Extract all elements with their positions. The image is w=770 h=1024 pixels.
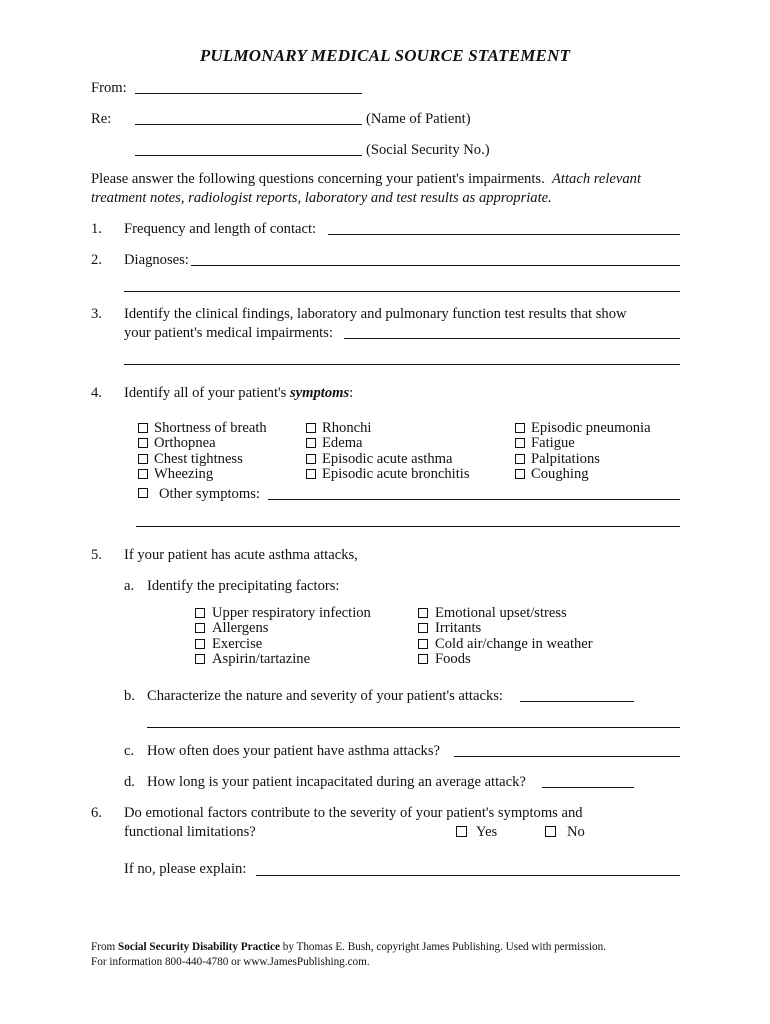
re-label: Re: (91, 111, 112, 127)
label-fatigue: Fatigue (531, 435, 575, 451)
q3-text-line-2: your patient's medical impairments: (124, 325, 333, 341)
q5c-text: How often does your patient have asthma attacks? (147, 743, 440, 759)
q6-explain-label: If no, please explain: (124, 861, 247, 877)
label-episodic-pneumonia: Episodic pneumonia (531, 420, 651, 436)
label-cold-air-change-in-weather: Cold air/change in weather (435, 636, 593, 652)
q5b-label: b. (124, 688, 135, 704)
label-emotional-upset-stress: Emotional upset/stress (435, 605, 567, 621)
checkbox-allergens[interactable] (195, 623, 205, 633)
checkbox-palpitations[interactable] (515, 454, 525, 464)
checkbox-foods[interactable] (418, 654, 428, 664)
label-irritants: Irritants (435, 620, 482, 636)
checkbox-cold-air-change-in-weather[interactable] (418, 639, 428, 649)
footer-from: From (91, 941, 119, 953)
checkbox-chest-tightness[interactable] (138, 454, 148, 464)
from-field[interactable] (135, 93, 362, 94)
q5d-label: d. (124, 774, 135, 790)
q5b-field-line-1[interactable] (520, 701, 634, 702)
label-aspirin-tartazine: Aspirin/tartazine (212, 651, 311, 667)
label-foods: Foods (435, 651, 471, 667)
checkbox-coughing[interactable] (515, 469, 525, 479)
q3-number: 3. (91, 306, 102, 322)
label-upper-respiratory-infection: Upper respiratory infection (212, 605, 371, 621)
intro-paragraph (91, 170, 691, 208)
checkbox-other-symptoms[interactable] (138, 488, 148, 498)
checkbox-yes[interactable] (456, 826, 467, 837)
intro-plain: Please answer the following questions concerning your patient's impairments. (91, 171, 545, 187)
checkbox-wheezing[interactable] (138, 469, 148, 479)
q6-number: 6. (91, 805, 102, 821)
checkbox-episodic-acute-asthma[interactable] (306, 454, 316, 464)
label-other-symptoms: Other symptoms: (159, 486, 260, 502)
q4-number: 4. (91, 385, 102, 401)
label-rhonchi: Rhonchi (322, 420, 372, 436)
document-title: PULMONARY MEDICAL SOURCE STATEMENT (199, 46, 571, 65)
q4-text-after: : (349, 385, 354, 401)
q3-field-line-1[interactable] (344, 338, 680, 339)
q2-field-line-2[interactable] (124, 291, 680, 292)
q3-field-line-2[interactable] (124, 364, 680, 365)
footer-credit (91, 940, 606, 970)
label-palpitations: Palpitations (531, 451, 600, 467)
checkbox-aspirin-tartazine[interactable] (195, 654, 205, 664)
q2-number: 2. (91, 252, 102, 268)
q5d-text: How long is your patient incapacitated during an average attack? (147, 774, 526, 790)
q6-text-line-1: Do emotional factors contribute to the severity of your patient's symptoms and (124, 805, 583, 821)
q2-text: Diagnoses: (124, 252, 189, 268)
label-yes: Yes (476, 824, 498, 840)
footer-line-2: For information 800-440-4780 or www.JamesPublishing.com. (91, 956, 370, 968)
q5-number: 5. (91, 547, 102, 563)
q5b-text: Characterize the nature and severity of your patient's attacks: (147, 688, 503, 704)
label-exercise: Exercise (212, 636, 263, 652)
q5a-label: a. (124, 578, 135, 594)
checkbox-rhonchi[interactable] (306, 423, 316, 433)
checkbox-exercise[interactable] (195, 639, 205, 649)
label-episodic-acute-bronchitis: Episodic acute bronchitis (322, 466, 470, 482)
checkbox-shortness-of-breath[interactable] (138, 423, 148, 433)
q1-field[interactable] (328, 234, 680, 235)
intro-italic: Attach relevant treatment notes, radiologist reports, laboratory and test results as appropriate. (91, 171, 642, 206)
checkbox-emotional-upset-stress[interactable] (418, 608, 428, 618)
label-allergens: Allergens (212, 620, 269, 636)
label-wheezing: Wheezing (154, 466, 214, 482)
label-episodic-acute-asthma: Episodic acute asthma (322, 451, 453, 467)
label-shortness-of-breath: Shortness of breath (154, 420, 267, 436)
q1-text: Frequency and length of contact: (124, 221, 317, 237)
other-symptoms-field-line-2[interactable] (136, 526, 680, 527)
ssn-field[interactable] (135, 155, 362, 156)
label-coughing: Coughing (531, 466, 589, 482)
q6-text-line-2: functional limitations? (124, 824, 256, 840)
checkbox-episodic-acute-bronchitis[interactable] (306, 469, 316, 479)
q5d-field[interactable] (542, 787, 634, 788)
q5c-label: c. (124, 743, 135, 759)
checkbox-no[interactable] (545, 826, 556, 837)
other-symptoms-field-line-1[interactable] (268, 499, 680, 500)
q1-number: 1. (91, 221, 102, 237)
label-chest-tightness: Chest tightness (154, 451, 243, 467)
q4-text-emphasis: symptoms (289, 385, 350, 401)
ssn-label: (Social Security No.) (366, 142, 490, 158)
patient-name-label: (Name of Patient) (366, 111, 471, 127)
checkbox-irritants[interactable] (418, 623, 428, 633)
q2-field-line-1[interactable] (191, 265, 680, 266)
checkbox-orthopnea[interactable] (138, 438, 148, 448)
label-orthopnea: Orthopnea (154, 435, 216, 451)
label-edema: Edema (322, 435, 363, 451)
q5c-field[interactable] (454, 756, 680, 757)
patient-name-field[interactable] (135, 124, 362, 125)
checkbox-fatigue[interactable] (515, 438, 525, 448)
checkbox-upper-respiratory-infection[interactable] (195, 608, 205, 618)
q3-text-line-1: Identify the clinical findings, laboratory and pulmonary function test results that show (124, 306, 627, 322)
q5-text: If your patient has acute asthma attacks, (124, 547, 358, 563)
q4-text (124, 385, 353, 402)
label-no: No (567, 824, 585, 840)
checkbox-episodic-pneumonia[interactable] (515, 423, 525, 433)
footer-book-title: Social Security Disability Practice (118, 941, 280, 953)
from-label: From: (91, 80, 127, 96)
footer-rest: by Thomas E. Bush, copyright James Publishing. Used with permission. (279, 941, 607, 953)
checkbox-edema[interactable] (306, 438, 316, 448)
q5a-text: Identify the precipitating factors: (147, 578, 340, 594)
q6-explain-field[interactable] (256, 875, 680, 876)
q4-text-before: Identify all of your patient's (124, 385, 290, 401)
q5b-field-line-2[interactable] (147, 727, 680, 728)
footer-line-1 (91, 940, 606, 955)
